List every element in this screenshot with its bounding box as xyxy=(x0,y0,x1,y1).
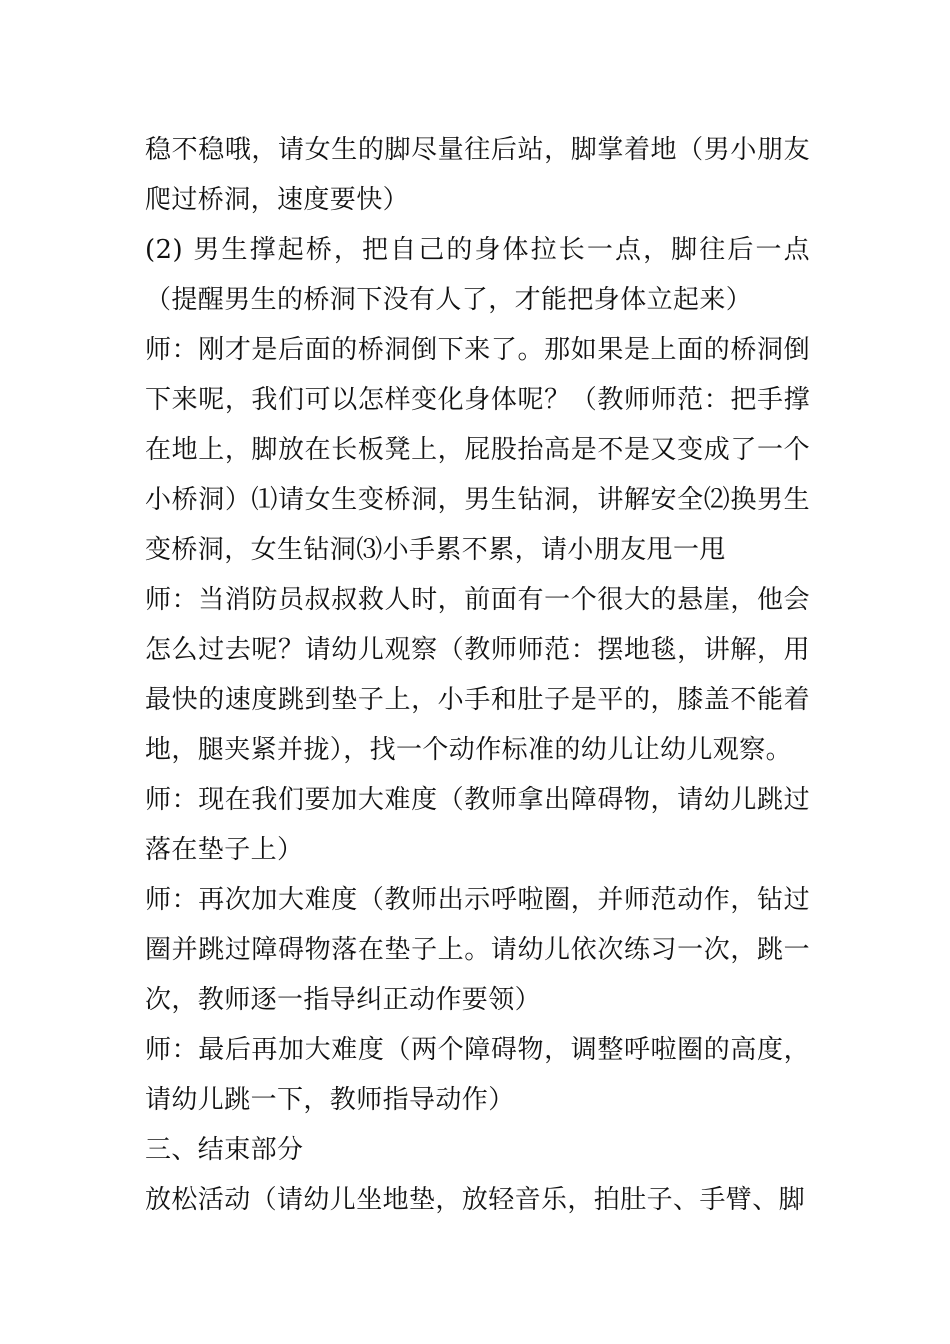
document-body xyxy=(145,125,810,1225)
paragraph-hoop: 师：再次加大难度（教师出示呼啦圈，并师范动作，钻过圈并跳过障碍物落在垫子上。请幼儿依次练习一次，跳一次，教师逐一指导纠正动作要领） xyxy=(145,885,810,1015)
section-heading-ending: 三、结束部分 xyxy=(145,1135,304,1165)
paragraph-two-obstacles: 师：最后再加大难度（两个障碍物，调整呼啦圈的高度，请幼儿跳一下，教师指导动作） xyxy=(145,1035,810,1115)
paragraph-bridge-upper: 师：刚才是后面的桥洞倒下来了。那如果是上面的桥洞倒下来呢，我们可以怎样变化身体呢？（教师师范：把手撑在地上，脚放在长板凳上，屁股抬高是不是又变成了一个小桥洞）⑴请女生变桥洞，男生钻洞，讲解安全⑵换男生变桥洞，女生钻洞⑶小手累不累，请小朋友甩一甩 xyxy=(145,335,810,565)
paragraph-obstacle: 师：现在我们要加大难度（教师拿出障碍物，请幼儿跳过落在垫子上） xyxy=(145,785,810,865)
paragraph-cliff-jump: 师：当消防员叔叔救人时，前面有一个很大的悬崖，他会怎么过去呢？请幼儿观察（教师师范：摆地毯，讲解，用最快的速度跳到垫子上，小手和肚子是平的，膝盖不能着地，腿夹紧并拢），找一个动作标准的幼儿让幼儿观察。 xyxy=(145,585,810,765)
paragraph-bridge-girls: 稳不稳哦，请女生的脚尽量往后站，脚掌着地（男小朋友爬过桥洞，速度要快） xyxy=(145,135,810,215)
paragraph-relax: 放松活动（请幼儿坐地垫，放轻音乐，拍肚子、手臂、脚 xyxy=(145,1185,806,1215)
paragraph-bridge-boys: (2) 男生撑起桥，把自己的身体拉长一点，脚往后一点（提醒男生的桥洞下没有人了，才能把身体立起来） xyxy=(145,235,810,315)
